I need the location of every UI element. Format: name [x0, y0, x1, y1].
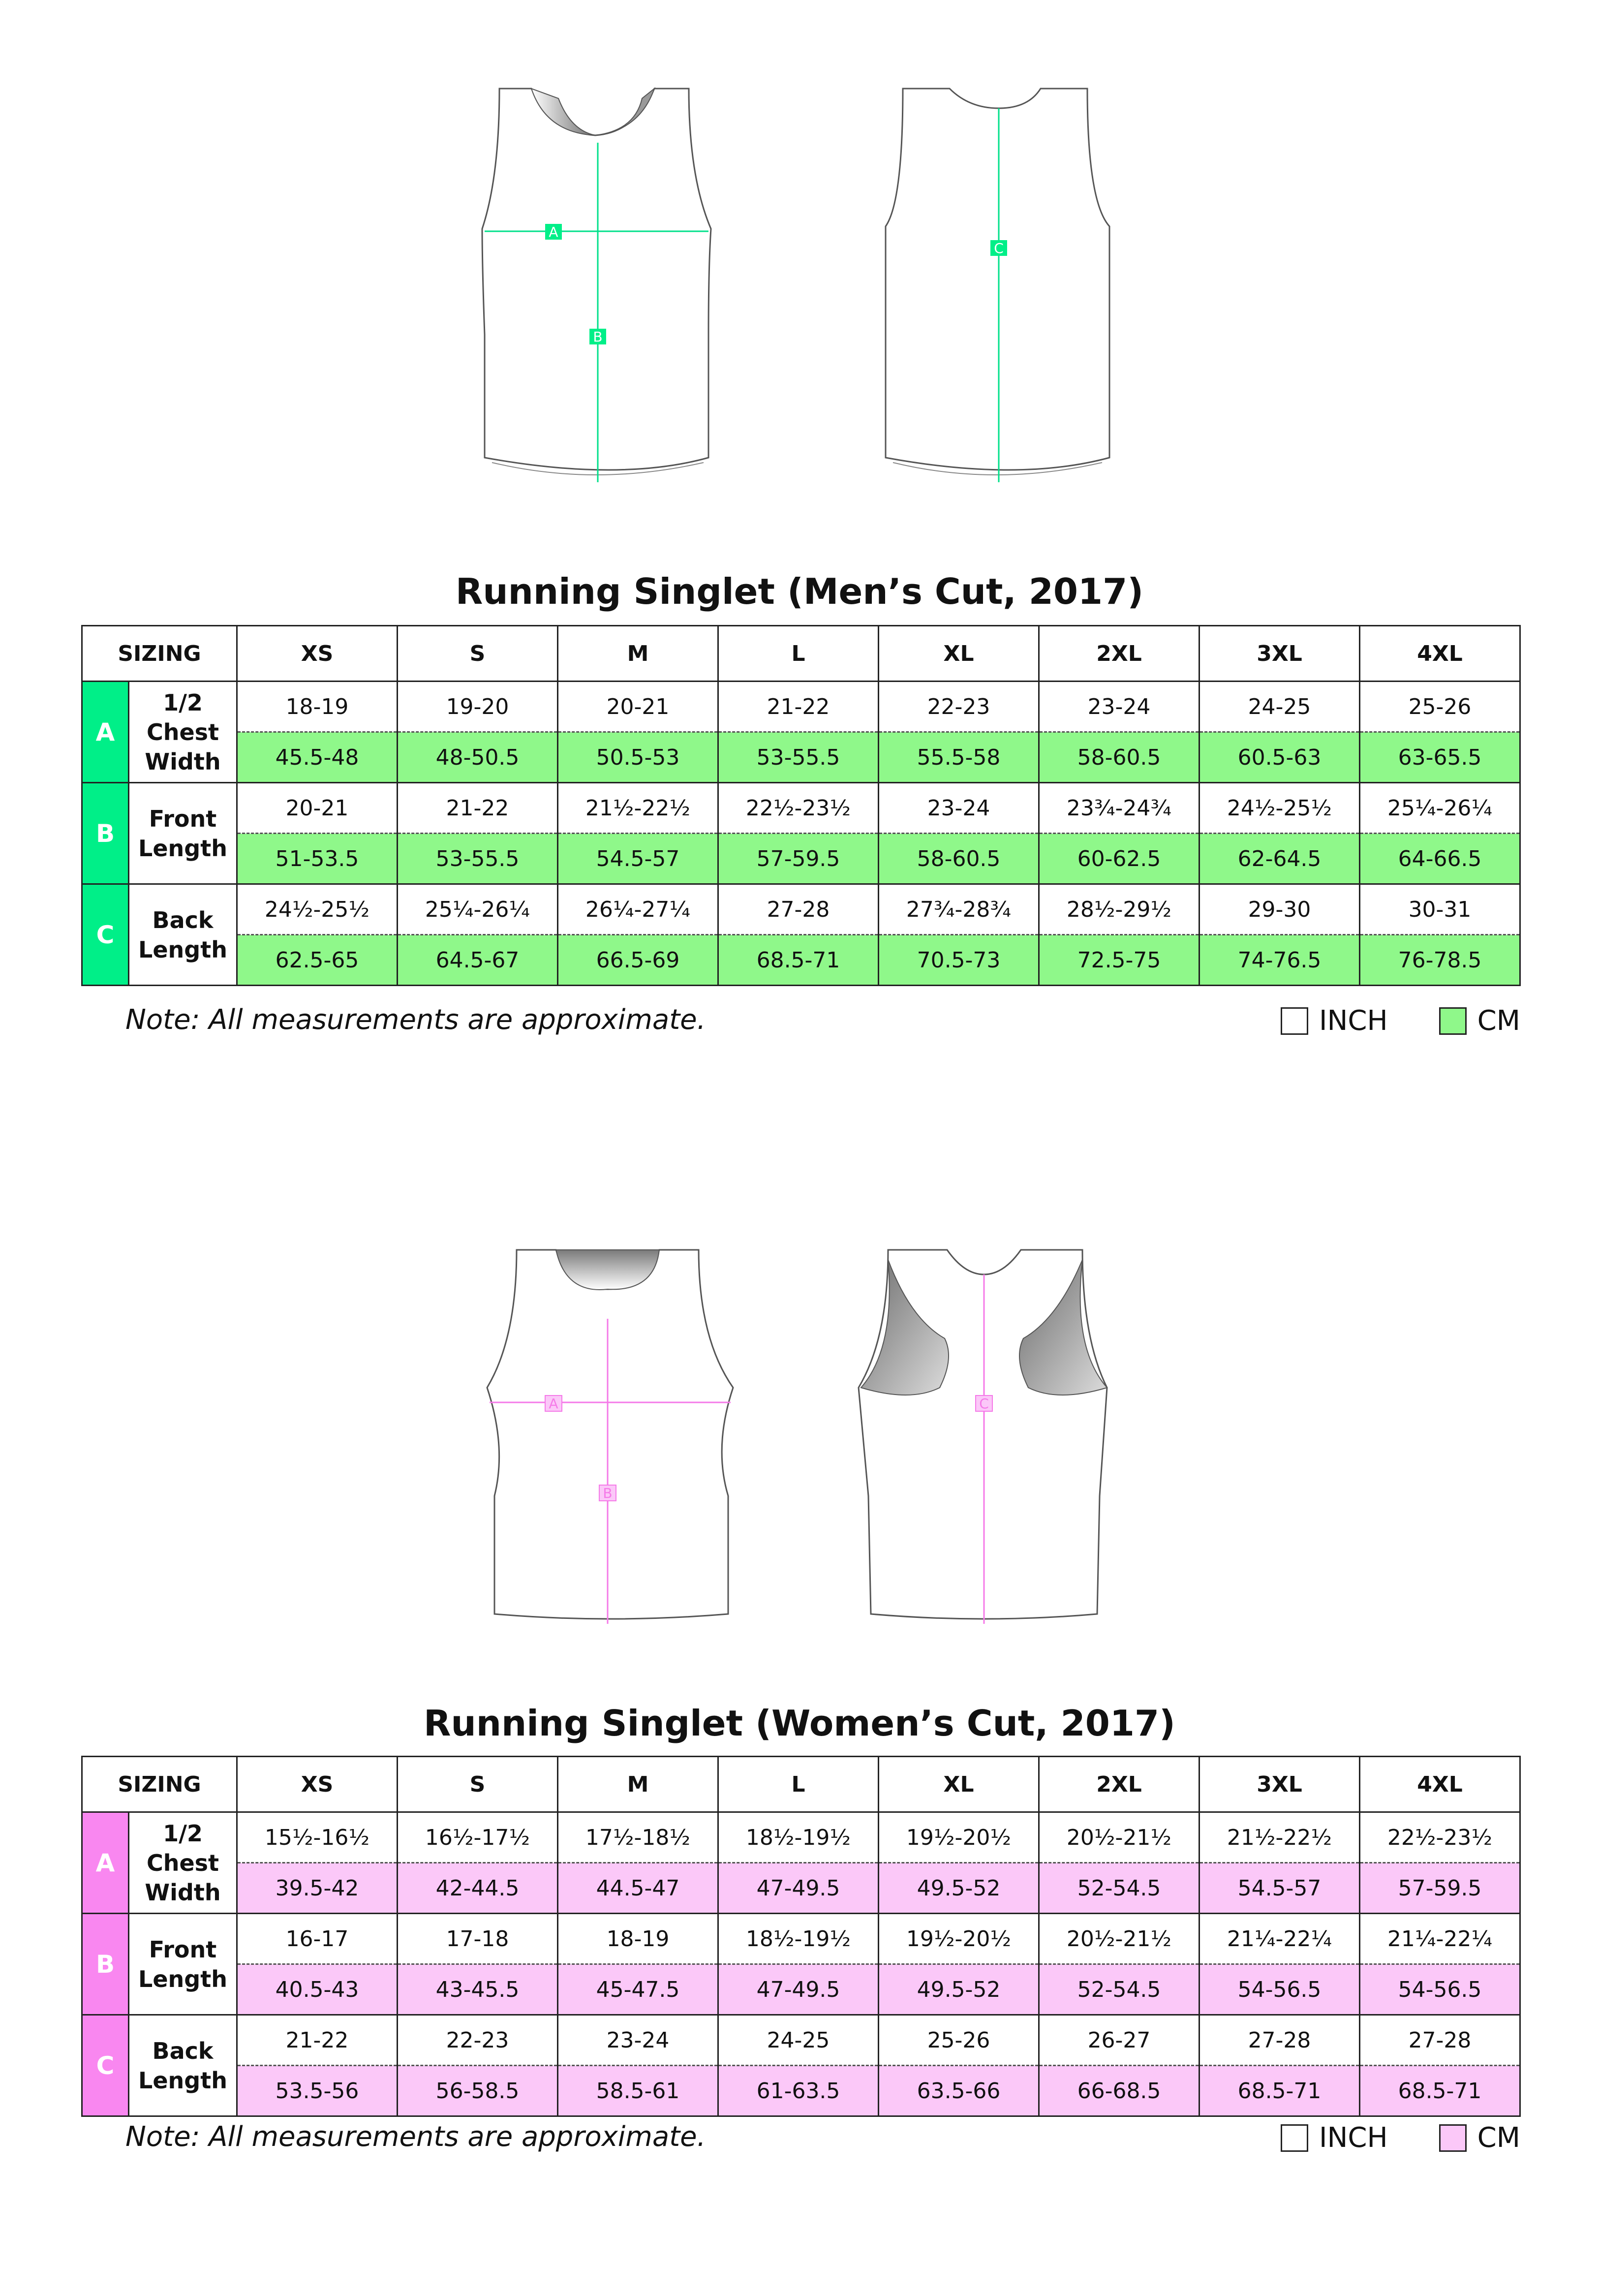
inch-cell: 18-19	[237, 682, 398, 732]
cm-cell: 66-68.5	[1039, 2066, 1199, 2116]
cm-swatch	[1439, 2124, 1467, 2152]
row-letter-c: C	[82, 2015, 129, 2116]
cm-cell: 50.5-53	[558, 732, 718, 783]
inch-cell: 26¼-27¼	[558, 884, 718, 935]
cm-cell: 64-66.5	[1360, 834, 1520, 884]
inch-cell: 21-22	[718, 682, 879, 732]
cm-cell: 49.5-52	[879, 1964, 1039, 2015]
size-header-3xl: 3XL	[1199, 1757, 1360, 1812]
size-header-4xl: 4XL	[1360, 626, 1520, 682]
womens-size-chart-title: Running Singlet (Women’s Cut, 2017)	[424, 1703, 1175, 1744]
size-header-s: S	[398, 1757, 558, 1812]
row-letter-b: B	[82, 783, 129, 884]
row-label-line: Width	[145, 1879, 221, 1906]
cm-cell: 54-56.5	[1199, 1964, 1360, 2015]
inch-swatch	[1281, 2124, 1308, 2152]
row-label	[129, 1812, 237, 1914]
row-label-line: Length	[138, 1965, 227, 1992]
row-label-line: Chest	[146, 1849, 219, 1876]
cm-cell: 56-58.5	[398, 2066, 558, 2116]
cm-legend-label: CM	[1477, 2122, 1520, 2154]
inch-cell: 16-17	[237, 1914, 398, 1964]
inch-cell: 22½-23½	[718, 783, 879, 834]
inch-cell: 22½-23½	[1360, 1812, 1520, 1863]
cm-cell: 52-54.5	[1039, 1964, 1199, 2015]
row-label	[129, 884, 237, 986]
cm-cell: 49.5-52	[879, 1863, 1039, 1914]
size-header-l: L	[718, 626, 879, 682]
inch-cell: 21¼-22¼	[1199, 1914, 1360, 1964]
inch-cell: 20½-21½	[1039, 1812, 1199, 1863]
row-label-line: Back	[152, 906, 214, 933]
cm-cell: 66.5-69	[558, 935, 718, 986]
mens-size-chart-title: Running Singlet (Men’s Cut, 2017)	[455, 571, 1144, 612]
sizing-header: SIZING	[82, 1757, 237, 1812]
inch-cell: 29-30	[1199, 884, 1360, 935]
cm-cell: 53-55.5	[398, 834, 558, 884]
row-label-line: 1/2	[163, 689, 203, 716]
inch-cell: 19-20	[398, 682, 558, 732]
cm-cell: 68.5-71	[1360, 2066, 1520, 2116]
inch-cell: 21-22	[398, 783, 558, 834]
cm-cell: 62-64.5	[1199, 834, 1360, 884]
row-label-line: Front	[149, 805, 217, 832]
inch-cell: 27-28	[718, 884, 879, 935]
inch-cell: 24-25	[718, 2015, 879, 2066]
size-header-s: S	[398, 626, 558, 682]
cm-cell: 58-60.5	[879, 834, 1039, 884]
mens-size-table	[81, 625, 1521, 986]
cm-cell: 39.5-42	[237, 1863, 398, 1914]
row-label-line: Length	[138, 835, 227, 862]
cm-cell: 45.5-48	[237, 732, 398, 783]
cm-cell: 40.5-43	[237, 1964, 398, 2015]
women-front-label-b: B	[603, 1485, 613, 1501]
women-front-label-a: A	[549, 1396, 558, 1412]
size-header-xs: XS	[237, 626, 398, 682]
inch-cell: 20-21	[237, 783, 398, 834]
mens-front-singlet-diagram	[472, 79, 728, 492]
mens-back-singlet-diagram	[871, 79, 1127, 492]
inch-cell: 17-18	[398, 1914, 558, 1964]
row-label-line: Length	[138, 936, 227, 963]
row-label-line: Length	[138, 2067, 227, 2094]
womens-note: Note: All measurements are approximate.	[125, 2121, 706, 2153]
cm-cell: 54.5-57	[558, 834, 718, 884]
inch-legend-label: INCH	[1319, 1005, 1388, 1037]
inch-cell: 22-23	[398, 2015, 558, 2066]
inch-cell: 27-28	[1360, 2015, 1520, 2066]
cm-cell: 47-49.5	[718, 1964, 879, 2015]
inch-cell: 19½-20½	[879, 1914, 1039, 1964]
inch-legend-label: INCH	[1319, 2122, 1388, 2154]
row-label-line: 1/2	[163, 1820, 203, 1847]
cm-swatch	[1439, 1007, 1467, 1035]
inch-cell: 21½-22½	[558, 783, 718, 834]
inch-swatch	[1281, 1007, 1308, 1035]
inch-cell: 25¼-26¼	[398, 884, 558, 935]
inch-cell: 23¾-24¾	[1039, 783, 1199, 834]
cm-cell: 45-47.5	[558, 1964, 718, 2015]
inch-cell: 28½-29½	[1039, 884, 1199, 935]
cm-cell: 63-65.5	[1360, 732, 1520, 783]
cm-cell: 53.5-56	[237, 2066, 398, 2116]
inch-cell: 24½-25½	[1199, 783, 1360, 834]
inch-cell: 23-24	[879, 783, 1039, 834]
inch-cell: 15½-16½	[237, 1812, 398, 1863]
cm-cell: 44.5-47	[558, 1863, 718, 1914]
cm-cell: 51-53.5	[237, 834, 398, 884]
cm-cell: 74-76.5	[1199, 935, 1360, 986]
size-header-2xl: 2XL	[1039, 626, 1199, 682]
size-header-4xl: 4XL	[1360, 1757, 1520, 1812]
cm-cell: 64.5-67	[398, 935, 558, 986]
inch-cell: 21-22	[237, 2015, 398, 2066]
inch-cell: 24½-25½	[237, 884, 398, 935]
womens-front-singlet-diagram	[482, 1240, 738, 1634]
cm-cell: 53-55.5	[718, 732, 879, 783]
inch-cell: 20-21	[558, 682, 718, 732]
womens-size-table	[81, 1756, 1521, 2117]
inch-cell: 19½-20½	[879, 1812, 1039, 1863]
size-header-xl: XL	[879, 1757, 1039, 1812]
inch-cell: 22-23	[879, 682, 1039, 732]
cm-cell: 42-44.5	[398, 1863, 558, 1914]
inch-cell: 27¾-28¾	[879, 884, 1039, 935]
row-letter-b: B	[82, 1914, 129, 2015]
row-label-line: Width	[145, 748, 221, 775]
row-label-line: Back	[152, 2037, 214, 2064]
size-header-l: L	[718, 1757, 879, 1812]
inch-cell: 16½-17½	[398, 1812, 558, 1863]
cm-legend-label: CM	[1477, 1005, 1520, 1037]
size-header-m: M	[558, 626, 718, 682]
inch-cell: 23-24	[1039, 682, 1199, 732]
front-label-b: B	[593, 329, 603, 345]
size-header-3xl: 3XL	[1199, 626, 1360, 682]
front-label-a: A	[549, 224, 558, 240]
womens-back-singlet-diagram	[851, 1240, 1117, 1634]
size-header-xs: XS	[237, 1757, 398, 1812]
row-label-line: Chest	[146, 718, 219, 745]
cm-cell: 63.5-66	[879, 2066, 1039, 2116]
sizing-header: SIZING	[82, 626, 237, 682]
row-label	[129, 1914, 237, 2015]
cm-cell: 60.5-63	[1199, 732, 1360, 783]
inch-cell: 30-31	[1360, 884, 1520, 935]
inch-cell: 25¼-26¼	[1360, 783, 1520, 834]
inch-cell: 26-27	[1039, 2015, 1199, 2066]
cm-cell: 54-56.5	[1360, 1964, 1520, 2015]
back-label-c: C	[994, 240, 1004, 256]
size-header-2xl: 2XL	[1039, 1757, 1199, 1812]
inch-cell: 25-26	[1360, 682, 1520, 732]
inch-cell: 23-24	[558, 2015, 718, 2066]
cm-cell: 61-63.5	[718, 2066, 879, 2116]
cm-cell: 48-50.5	[398, 732, 558, 783]
inch-cell: 27-28	[1199, 2015, 1360, 2066]
inch-cell: 25-26	[879, 2015, 1039, 2066]
inch-cell: 18-19	[558, 1914, 718, 1964]
cm-cell: 70.5-73	[879, 935, 1039, 986]
cm-cell: 52-54.5	[1039, 1863, 1199, 1914]
cm-cell: 62.5-65	[237, 935, 398, 986]
inch-cell: 17½-18½	[558, 1812, 718, 1863]
row-letter-a: A	[82, 1812, 129, 1914]
cm-cell: 55.5-58	[879, 732, 1039, 783]
row-letter-a: A	[82, 682, 129, 783]
inch-cell: 18½-19½	[718, 1812, 879, 1863]
row-label	[129, 682, 237, 783]
inch-cell: 21½-22½	[1199, 1812, 1360, 1863]
mens-note: Note: All measurements are approximate.	[125, 1004, 706, 1036]
cm-cell: 68.5-71	[718, 935, 879, 986]
cm-cell: 68.5-71	[1199, 2066, 1360, 2116]
size-header-xl: XL	[879, 626, 1039, 682]
inch-cell: 18½-19½	[718, 1914, 879, 1964]
cm-cell: 54.5-57	[1199, 1863, 1360, 1914]
row-label-line: Front	[149, 1936, 217, 1963]
mens-unit-legend	[1281, 1005, 1520, 1037]
cm-cell: 57-59.5	[1360, 1863, 1520, 1914]
inch-cell: 24-25	[1199, 682, 1360, 732]
inch-cell: 20½-21½	[1039, 1914, 1199, 1964]
row-label	[129, 783, 237, 884]
cm-cell: 47-49.5	[718, 1863, 879, 1914]
womens-unit-legend	[1281, 2122, 1520, 2154]
inch-cell: 21¼-22¼	[1360, 1914, 1520, 1964]
cm-cell: 57-59.5	[718, 834, 879, 884]
cm-cell: 60-62.5	[1039, 834, 1199, 884]
size-header-m: M	[558, 1757, 718, 1812]
row-letter-c: C	[82, 884, 129, 986]
cm-cell: 76-78.5	[1360, 935, 1520, 986]
cm-cell: 58.5-61	[558, 2066, 718, 2116]
row-label	[129, 2015, 237, 2116]
cm-cell: 58-60.5	[1039, 732, 1199, 783]
cm-cell: 43-45.5	[398, 1964, 558, 2015]
women-back-label-c: C	[979, 1396, 989, 1412]
cm-cell: 72.5-75	[1039, 935, 1199, 986]
